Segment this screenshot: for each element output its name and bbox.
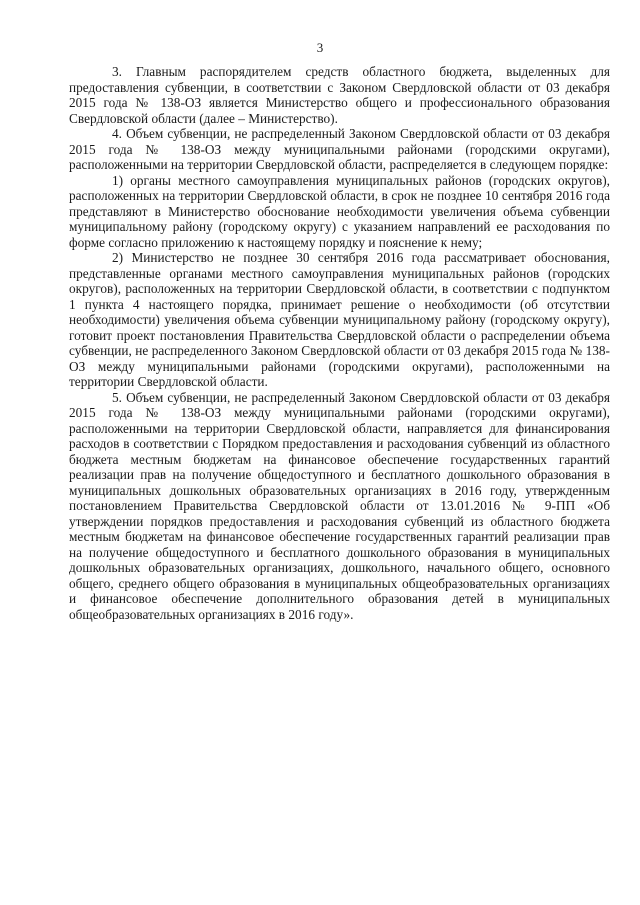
paragraph-4-undistributed-volume: 4. Объем субвенции, не распределенный Законом Свердловской области от 03 декабря 2015 года № 138-ОЗ между муниципальными районами (городскими округами), расположенными на территории Свердловской области, распределяется в следующем порядке: bbox=[69, 126, 610, 172]
paragraph-4-2-ministry-review: 2) Министерство не позднее 30 сентября 2016 года рассматривает обоснования, представленные органами местного самоуправления муниципальных районов (городских округов), расположенных на территории Свердловской области, в соответствии с подпунктом 1 пункта 4 настоящего порядка, принимает решение о необходимости (об отсутствии необходимости) увеличения объема субвенции муниципальному району (городскому округу), готовит проект постановления Правительства Свердловской области о распределении объема субвенции, не распределенного Законом Свердловской области от 03 декабря 2015 года № 138-ОЗ между муниципальными районами (городскими округами), расположенными на территории Свердловской области. bbox=[69, 250, 610, 389]
document-body bbox=[69, 64, 610, 622]
page-number: 3 bbox=[316, 40, 324, 55]
paragraph-5-financing: 5. Объем субвенции, не распределенный Законом Свердловской области от 03 декабря 2015 года № 138-ОЗ между муниципальными районами (городскими округами), расположенными на территории Свердловской области, направляется для финансирования расходов в соответствии с Порядком предоставления и расходования субвенций из областного бюджета местным бюджетам на финансовое обеспечение государственных гарантий реализации прав на получение общедоступного и бесплатного дошкольного образования в муниципальных дошкольных образовательных организациях в 2016 году, утвержденным постановлением Правительства Свердловской области от 13.01.2016 № 9-ПП «Об утверждении порядков предоставления и расходования субвенций из областного бюджета местным бюджетам на финансовое обеспечение государственных гарантий реализации прав на получение общедоступного и бесплатного дошкольного образования в муниципальных дошкольных образовательных организациях, дошкольного, начального общего, основного общего, среднего общего образования в муниципальных общеобразовательных организациях и финансовое обеспечение дополнительного образования детей в муниципальных общеобразовательных организациях в 2016 году». bbox=[69, 389, 610, 622]
paragraph-4-1-local-authorities: 1) органы местного самоуправления муниципальных районов (городских округов), расположенных на территории Свердловской области, в срок не позднее 10 сентября 2016 года представляют в Министерство обоснование необходимости увеличения объема субвенции муниципальному району (городскому округу) с указанием направлений ее расходования по форме согласно приложению к настоящему порядку и пояснение к нему; bbox=[69, 172, 610, 250]
paragraph-3-main-distributor: 3. Главным распорядителем средств областного бюджета, выделенных для предоставления субвенции, в соответствии с Законом Свердловской области от 03 декабря 2015 года № 138-ОЗ является Министерство общего и профессионального образования Свердловской области (далее – Министерство). bbox=[69, 64, 610, 126]
